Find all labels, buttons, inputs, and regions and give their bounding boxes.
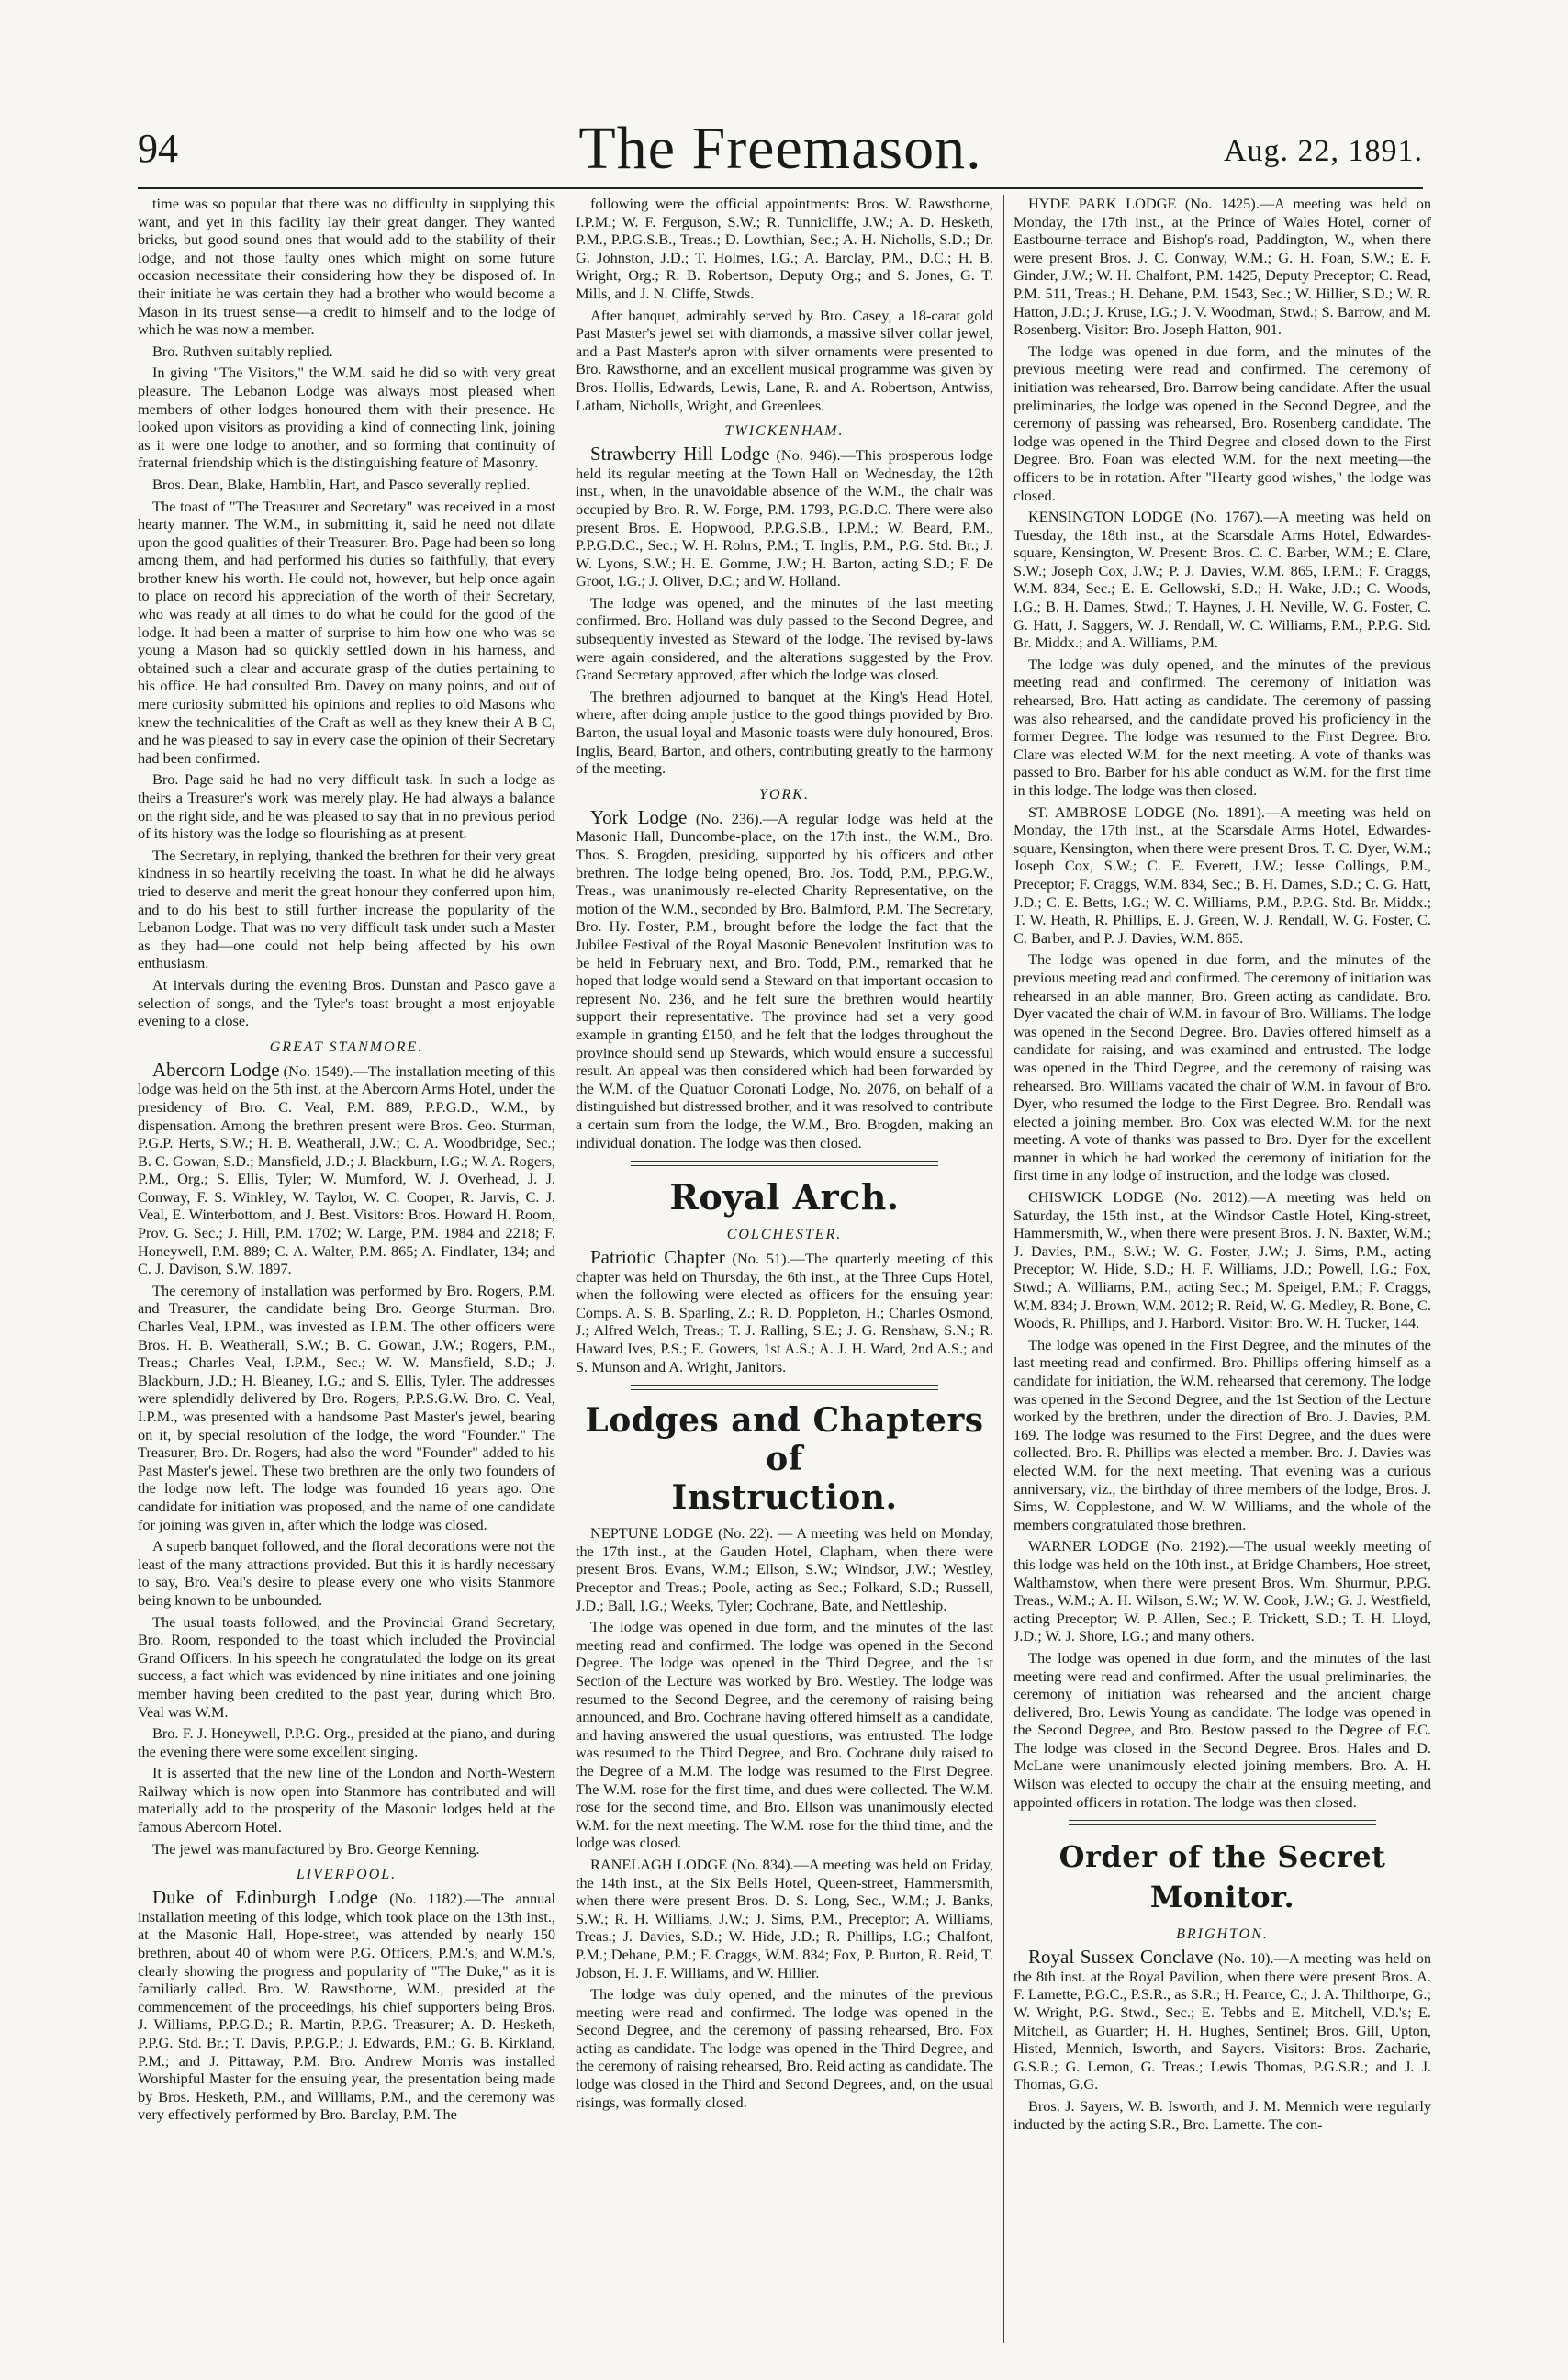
paragraph: The lodge was duly opened, and the minutes of the previous meeting were read and confirmed. The lodge was opened in the Second Degree, and the ceremony of passing rehearsed, Bro. Fox acting as candidate. The lodge was opened in the Third Degree, and the ceremony of raising rehearsed, Bro. Reid acting as candidate. The lodge was closed in the Third and Second Degrees, and, on the usual risings, was formally closed. [576,1985,993,2111]
paragraph: HYDE PARK LODGE (No. 1425).—A meeting was held on Monday, the 17th inst., at the Prince of Wales Hotel, corner of Eastbourne-terrace and Bishop's-road, Paddington, W., when there were present Bros. J. C. Conway, W.M.; G. H. Foan, S.W.; E. F. Ginder, J.W.; W. H. Chalfont, P.M. 1425, Deputy Preceptor; C. Read, P.M. 511, Treas.; H. Dehane, P.M. 1543, Sec.; W. Hillier, S.D.; W. R. Hatton, J.D.; J. Kruse, I.G.; J. V. Woodman, Stwd.; S. Barrow, and M. Rosenberg. Visitor: Bro. Joseph Hatton, 901. [1014,195,1431,339]
lodge-name: Abercorn Lodge [152,1058,280,1081]
column-3 [1014,195,1431,2362]
paragraph: CHISWICK LODGE (No. 2012).—A meeting was held on Saturday, the 15th inst., at the Windsor Castle Hotel, King-street, Hammersmith, W., when there were present Bros. J. N. Baxter, W.M.; J. Davies, P.M., S.W.; W. G. Foster, J.W.; J. Sims, P.M., acting Preceptor; W. Hide, S.D.; H. F. Williams, J.D.; Powell, I.G.; Fox, Stwd.; A. Williams, P.M., acting Sec.; M. Speigel, P.M.; F. Craggs, W.M. 834; J. Brown, W.M. 2012; R. Reid, W. G. Medley, R. Bone, C. Woods, R. Phillips, and J. Harbord. Visitor: Bro. W. H. Tucker, 144. [1014,1188,1431,1332]
paragraph: Bros. J. Sayers, W. B. Isworth, and J. M. Mennich were regularly inducted by the acting S.R., Bro. Lamette. The con- [1014,2097,1431,2133]
section-rule [631,1165,938,1166]
paragraph: In giving "The Visitors," the W.M. said he did so with very great pleasure. The Lebanon Lodge was always most pleased when members of other lodges honoured them with their presence. He looked upon visitors as providing a kind of connecting link, joining as it were one lodge to another, and so forming that continuity of fraternal friendship which is the distinguishing feature of Masonry. [138,364,555,472]
lodge-report [1014,1948,1431,2094]
location-heading: LIVERPOOL. [296,1867,398,1883]
lodge-report-text: (No. 946).—This prosperous lodge held its regular meeting at the Town Hall on Wednesday, the 12th inst., when, in the unavoidable absence of the W.M., the chair was occupied by Bro. R. W. Forge, P.M. 1793, P.G.D.C. There were also present Bros. E. Hopwood, P.P.G.S.B., I.P.M.; W. Beard, P.M., P.P.G.D.C., Sec.; W. H. Rohrs, P.M.; T. Inglis, P.M., P.G. Std. Br.; J. W. Lyons, S.W.; H. E. Gomme, J.W.; H. Barton, acting S.D.; F. De Groot, I.G.; J. Oliver, D.C.; and W. Holland. [576,446,993,590]
column-2 [576,195,993,2362]
lodge-report [138,1058,555,1278]
section-heading-secret-monitor: Order of the Secret Monitor. [1058,1839,1386,1915]
columns [138,195,1432,2362]
section-rule [631,1161,938,1162]
section-heading-line: Lodges and Chapters of [585,1401,984,1479]
lodge-report-text: (No. 236).—A regular lodge was held at the Masonic Hall, Duncombe-place, on the 17th inst., the W.M., Bro. Thos. S. Brogden, presiding, supported by his officers and other brethren. The lodge being opened, Bro. Jos. Todd, P.M., P.P.G.W., Treas., was unanimously re-elected Charity Representative, on the motion of the W.M., seconded by Bro. Balmford, P.M. The Secretary, Bro. Hy. Foster, P.M., brought before the lodge the fact that the Jubilee Festival of the Royal Masonic Benevolent Institution was to be held in February next, and Bro. Todd, P.M., remarked that he hoped that lodge would send a Steward on that important occasion to represent No. 236, and he felt sure the brethren would heartily support their representative. The province had set a very good example in granting £150, and he felt that the lodges throughout the province should send up Stewards, which would ensure a successful result. An appeal was then considered which had been forwarded by the W.M. of the Quatuor Coronati Lodge, No. 2076, on behalf of a distinguished but distressed brother, and it was resolved to contribute a certain sum from the lodge, the W.M., Bro. Brogden, making an individual donation. The lodge was then closed. [576,809,993,1151]
paragraph: The lodge was opened, and the minutes of the last meeting confirmed. Bro. Holland was duly passed to the Second Degree, and subsequently invested as Steward of the lodge. The revised by-laws were again considered, and the alterations suggested by the Prov. Grand Secretary approved, after which the lodge was closed. [576,593,993,684]
paragraph: The lodge was duly opened, and the minutes of the previous meeting read and confirmed. The ceremony of initiation was rehearsed, Bro. Hatt acting as candidate. The ceremony of passing was also rehearsed, and the candidate proved his proficiency in the former Degree. The lodge was resumed to the First Degree. Bro. Clare was elected W.M. for the next meeting. A vote of thanks was passed to Bro. Barber for his able conduct as W.M. for the first time in this lodge. The lodge was then closed. [1014,655,1431,799]
paragraph: The toast of "The Treasurer and Secretary" was received in a most hearty manner. The W.M., in submitting it, said he need not dilate upon the good qualities of their Treasurer. Bro. Page had been so long among them, and had performed his duties so faithfully, that every brother knew his worth. He could not, however, but help once again to place on record his appreciation of the worth of their Secretary, who was ready at all times to do what he could for the good of the lodge. It had been a matter of surprise to him how one who was so young a Mason had so quickly settled down in his harness, and obtained such a clear and accurate grasp of the duties pertaining to his office. He had consulted Bro. Davey on many points, and out of mere curiosity submitted his opinions and replies to old Masons who knew the technicalities of the Craft as well as they knew their A B C, and he was pleased to say in every case the opinion of their Secretary had been confirmed. [138,497,555,767]
paragraph: The lodge was opened in due form, and the minutes of the last meeting were read and confirmed. After the usual preliminaries, the ceremony of initiation was rehearsed and the ancient charge delivered, Bro. Lewis Young as candidate. The lodge was opened in the Second Degree, and Bro. Bestow passed to the Degree of F.C. The lodge was closed in the Second Degree. Bros. Hales and D. McLane were unanimously elected joining members. Bro. A. H. Wilson was elected to occupy the chair at the ensuing meeting, and appointed officers in rotation. The lodge was then closed. [1014,1648,1431,1811]
lodge-name: Patriotic Chapter [590,1246,725,1269]
paragraph: After banquet, admirably served by Bro. Casey, a 18-carat gold Past Master's jewel set with diamonds, a massive silver collar jewel, and a Past Master's apron with silver ornaments were presented to Bro. Rawsthorne, and an excellent musical programme was given by Bros. Hollis, Edwards, Lewis, Lane, R. and A. Robertson, Antwiss, Latham, Nicholls, Wright, and Greenlees. [576,306,993,414]
paragraph: At intervals during the evening Bros. Dunstan and Pasco gave a selection of songs, and the Tyler's toast brought a most enjoyable evening to a close. [138,975,555,1030]
location-heading: TWICKENHAM. [724,423,845,440]
paragraph: time was so popular that there was no difficulty in supplying this want, and yet in this facility lay their great danger. They wanted bricks, but good sound ones that would add to the stability of their lodge, and not those faulty ones which might on some future occasion necessitate their considering how they be disposed of. In their initiate he was certain they had a brother who would become a Mason in its truest sense—a credit to himself and to the lodge of which he was now a member. [138,195,555,339]
section-heading-lodges-of-instruction [576,1401,993,1517]
paragraph: The ceremony of installation was performed by Bro. Rogers, P.M. and Treasurer, the candidate being Bro. George Sturman. Bro. Charles Veal, I.P.M., was invested as I.P.M. The other officers were Bros. H. B. Weatherall, S.W.; B. C. Gowan, J.W.; Rogers, P.M., Treas.; Charles Veal, I.P.M., Sec.; W. W. Mansfield, S.D.; J. Blackburn, J.D.; H. Bleaney, I.G.; and S. Ellis, Tyler. The addresses were splendidly delivered by Bro. Rogers, P.P.S.G.W. Bro. C. Veal, I.P.M., was presented with a handsome Past Master's jewel, bearing on it, by special resolution of the lodge, the word "Founder." The Treasurer, Bro. Dr. Rogers, had also the word "Founder" added to his Past Master's jewel. These two brethren are the only two founders of the lodge now left. The lodge was founded 16 years ago. One candidate for initiation was proposed, and the name of one candidate for joining was given in, after which the lodge was closed. [138,1281,555,1533]
lodge-name: Duke of Edinburgh Lodge [152,1886,378,1909]
section-rule [631,1385,938,1386]
paragraph: Bros. Dean, Blake, Hamblin, Hart, and Pasco severally replied. [152,475,531,493]
paragraph: The usual toasts followed, and the Provincial Grand Secretary, Bro. Room, responded to the toast which included the Provincial Grand Officers. In his speech he congratulated the lodge on its great success, a fact which was evidenced by nine initiates and one joining member having been credited to the past year, during which Bro. Veal was W.M. [138,1612,555,1721]
lodge-name: York Lodge [590,805,688,828]
location-heading: YORK. [759,786,810,803]
location-heading: GREAT STANMORE. [269,1038,424,1055]
location-heading: BRIGHTON. [1176,1926,1269,1943]
section-rule [631,1389,938,1390]
lodge-report [576,445,993,590]
paragraph: Bro. Ruthven suitably replied. [152,342,333,360]
paragraph: following were the official appointments: Bros. W. Rawsthorne, I.P.M.; W. F. Ferguson, S.W.; R. Tunnicliffe, J.W.; A. D. Hesketh, P.M., P.P.G.S.B., Treas.; D. Lowthian, Sec.; A. H. Nicholls, S.D.; Dr. G. Johnston, J.D.; T. Holmes, I.G.; A. Barclay, P.M., D.C.; H. B. Wright, Org.; R. B. Robertson, Deputy Org.; and S. Jones, G. T. Mills, and J. N. Cliffe, Stwds. [576,195,993,302]
lodge-report-text: (No. 1182).—The annual installation meeting of this lodge, which took place on the 13th inst., at the Masonic Hall, Hope-street, was attended by nearly 150 brethren, about 40 of whom were P.G. Officers, P.M.'s, and W.M.'s, clearly showing the progress and popularity of "The Duke," as it is familiarly called. Bro. W. Rawsthorne, W.M., presided at the commencement of the proceedings, his chief supporters being Bros. J. Williams, P.P.G.D.; R. Martin, P.P.G. Treasurer; A. D. Hesketh, P.P.G. Std. Br.; T. Davis, P.P.G.P.; J. Edwards, P.M.; G. B. Kirkland, P.M.; and J. Pittaway, P.M. Bro. Andrew Morris was installed Worshipful Master for the ensuing year, the presentation being made by Bros. Hesketh, P.M., and Williams, P.M., and the ceremony was very effectively performed by Bro. Barclay, P.M. The [138,1890,555,2124]
paragraph: NEPTUNE LODGE (No. 22). — A meeting was held on Monday, the 17th inst., at the Gauden Hotel, Clapham, when there were present Bros. Evans, W.M.; Ellson, S.W.; Windsor, J.W.; Westley, Preceptor and Treas.; Poole, acting as Sec.; Folkard, S.D.; Russell, J.D.; Ball, I.G.; Weeks, Tyler; Cochrane, Bate, and Nettleship. [576,1524,993,1614]
newspaper-title: The Freemason. [578,115,982,182]
masthead [138,114,1423,185]
paragraph: The lodge was opened in due form, and the minutes of the previous meeting were read and confirmed. The ceremony of initiation was rehearsed, Bro. Barrow being candidate. After the usual preliminaries, the lodge was opened in the Second Degree, and the ceremony of passing was rehearsed, Bro. Rosenberg candidate. The lodge was opened in the Third Degree and closed down to the First Degree. Bro. Foan was elected W.M. for the next meeting—the officers to be in rotation. After "Hearty good wishes," the lodge was closed. [1014,342,1431,504]
issue-date: Aug. 22, 1891. [1223,134,1423,168]
location-heading: COLCHESTER. [726,1227,843,1243]
paragraph: The lodge was opened in the First Degree, and the minutes of the last meeting read and confirmed. Bro. Phillips offering himself as a candidate for initiation, the W.M. rehearsed that ceremony. The lodge was opened in the Second Degree, and the 1st Section of the Lecture worked by the brethren, under the direction of Bro. J. Davies, P.M. 169. The lodge was resumed to the First Degree, and the dues were collected. Bro. R. Phillips was elected a member. Bro. J. Davies was elected W.M. for the next meeting. That evening was a curious anniversary, viz., the birthday of three members of the lodge, Bros. J. Sims, W. Copplestone, and W. W. Williams, and the whole of the members congratulated those brethren. [1014,1335,1431,1533]
lodge-report [138,1886,555,2124]
lodge-name: Royal Sussex Conclave [1028,1946,1214,1969]
paragraph: WARNER LODGE (No. 2192).—The usual weekly meeting of this lodge was held on the 10th inst., at Bridge Chambers, Hoe-street, Walthamstow, when there were present Bros. Wm. Shurmur, P.P.G. Treas., W.M.; A. H. Wilson, S.W.; W. W. Cook, J.W.; G. J. Westfield, acting Preceptor; W. P. Allen, Sec.; P. Trickett, S.D.; T. H. Lloyd, J.D.; W. J. Shore, I.G.; and many others. [1014,1537,1431,1645]
lodge-report-text: (No. 1549).—The installation meeting of this lodge was held on the 5th inst. at the Abercorn Arms Hotel, under the presidency of Bro. C. Veal, P.M. 889, P.P.G.D., W.M., by dispensation. Among the brethren present were Bros. Geo. Sturman, P.G.P. Herts, S.W.; H. B. Weatherall, J.W.; C. A. Woodbridge, Sec.; B. C. Gowan, S.D.; Mansfield, J.D.; J. Blackburn, I.G.; W. A. Rogers, P.M., Org.; S. Ellis, Tyler; W. Mumford, W. J. Overhead, J. J. Conway, F. S. Winkley, W. Taylor, W. C. Cooper, R. Jarvis, C. J. Veal, E. Winterbottom, and J. Best. Visitors: Bros. Howard H. Room, Prov. G. Sec.; J. Hill, P.M. 1702; W. Large, P.M. 1984 and 2218; F. Honeywell, P.M. 889; C. A. Walter, P.M. 865; A. Findlater, 134; and C. J. Davison, S.W. 1897. [138,1061,555,1278]
paragraph: RANELAGH LODGE (No. 834).—A meeting was held on Friday, the 14th inst., at the Six Bells Hotel, Queen-street, Hammersmith, when there were present Bros. D. S. Long, Sec., W.M.; J. Banks, S.W.; R. H. Williams, J.W.; J. Sims, P.M., Preceptor; A. Williams, Treas.; J. Davies, S.D.; W. Hide, J.D.; R. Phillips, I.G.; Chalfont, P.M.; Dehane, P.M.; F. Craggs, W.M. 834; Fox, P. Burton, R. Reid, T. Jobson, H. J. F. Williams, and W. Hillier. [576,1855,993,1981]
paragraph: The jewel was manufactured by Bro. George Kenning. [152,1839,480,1858]
column-divider [1003,195,1004,2343]
lodge-report [576,1246,993,1375]
paragraph: Bro. Page said he had no very difficult task. In such a lodge as theirs a Treasurer's work was merely play. He had always a balance on the right side, and he was pleased to say that in no previous period of its history was the lodge so flourishing as at present. [138,770,555,843]
page-number: 94 [138,126,178,171]
section-rule [1069,1820,1376,1821]
lodge-report [576,805,993,1151]
section-heading-line: Instruction. [671,1478,898,1518]
masthead-rule [138,187,1423,189]
paragraph: The lodge was opened in due form, and the minutes of the previous meeting read and confirmed. The ceremony of initiation was rehearsed in an able manner, Bro. Green acting as candidate. Bro. Dyer vacated the chair of W.M. in favour of Bro. Williams. The lodge was opened in the Second Degree. Bro. Davies offered himself as a candidate for raising, and was examined and entrusted. The lodge was opened in the Third Degree, and the ceremony of raising was rehearsed. Bro. Williams vacated the chair of W.M. in favour of Bro. Dyer, who resumed the lodge to the First Degree. Bro. Rendall was elected a joining member. Bro. Cox was elected W.M. for the next meeting. A vote of thanks was passed to Bro. Dyer for the excellent manner in which he had worked the ceremony of initiation for the first time in any lodge of instruction, and the lodge was closed. [1014,950,1431,1184]
lodge-report-text: (No. 10).—A meeting was held on the 8th inst. at the Royal Pavilion, when there were present Bros. A. F. Lamette, P.G.C., P.S.R., as S.R.; H. Pearce, C.; J. A. Thilthorpe, G.; W. Wright, P.G. Stwd., Sec.; E. Tebbs and E. Mitchell, V.D.'s; E. Mitchell, as Guarder; H. H. Hughes, Sentinel; Bros. Gill, Upton, Histed, Mennich, Isworth, and Sayers. Visitors: Bros. Zacharie, G.S.R.; G. Lemon, G. Treas.; Lewis Thomas, P.G.S.R.; and J. J. Thomas, G.G. [1014,1949,1431,2094]
paragraph: KENSINGTON LODGE (No. 1767).—A meeting was held on Tuesday, the 18th inst., at the Scarsdale Arms Hotel, Edwardes-square, Kensington, W. Present: Bros. C. C. Barber, W.M.; E. Clare, S.W.; Joseph Cox, J.W.; P. J. Davies, W.M. 865, I.P.M.; F. Craggs, W.M. 834, Sec.; E. E. Gellowski, S.D.; H. Wake, J.D.; C. Woods, I.G.; B. H. Dames, Stwd.; T. Haynes, J. H. Neville, W. G. Foster, C. G. Hatt, J. Saggers, W. J. Rendall, W. C. Williams, P.M., P.P.G. Std. Br. Middx.; and A. Williams, P.M. [1014,508,1431,652]
lodge-report-text: (No. 51).—The quarterly meeting of this chapter was held on Thursday, the 6th inst., at the Three Cups Hotel, when the following were elected as officers for the ensuing year: Comps. A. S. B. Sparling, Z.; R. D. Poppleton, H.; Charles Osmond, J.; Alfred Welch, Treas.; T. J. Ralling, S.E.; J. G. Renshaw, S.N.; R. Haward Ives, P.S.; E. Gowers, 1st A.S.; A. J. H. Ward, 2nd A.S.; and S. Munson and A. Wright, Janitors. [576,1250,993,1375]
paragraph: The brethren adjourned to banquet at the King's Head Hotel, where, after doing ample justice to the good things provided by Bro. Barton, the usual loyal and Masonic toasts were duly honoured, Bros. Inglis, Beard, Barton, and others, contributing greatly to the harmony of the meeting. [576,687,993,778]
paragraph: The Secretary, in replying, thanked the brethren for their very great kindness in so heartily receiving the toast. In what he did he always tried to deserve and merit the great honour they conferred upon him, and to do his best to still further increase the popularity of the Lebanon Lodge. That was no very difficult task under such a Master as they had—one could not help being affected by his own enthusiasm. [138,846,555,972]
paragraph: ST. AMBROSE LODGE (No. 1891).—A meeting was held on Monday, the 17th inst., at the Scarsdale Arms Hotel, Edwardes-square, Kensington, when there were present Bros. T. C. Dyer, W.M.; Joseph Cox, S.W.; C. E. Everett, J.W.; Jesse Collings, P.M., Preceptor; F. Craggs, W.M. 834, Sec.; B. H. Dames, S.D.; C. G. Hatt, J.D.; C. E. Betts, I.G.; W. C. Williams, P.M., P.P.G. Std. Br. Middx.; T. W. Heath, R. Phillips, E. J. Green, W. J. Rendall, W. G. Foster, C. C. Barber, and P. J. Davies, W.M. 865. [1014,803,1431,947]
paragraph: Bro. F. J. Honeywell, P.P.G. Org., presided at the piano, and during the evening there were some excellent singing. [138,1724,555,1760]
paragraph: It is asserted that the new line of the London and North-Western Railway which is now open into Stanmore has contributed and will materially add to the prosperity of the Masonic lodges held at the famous Abercorn Hotel. [138,1764,555,1836]
lodge-name: Strawberry Hill Lodge [590,443,770,466]
section-rule [1069,1824,1376,1825]
paragraph: A superb banquet followed, and the floral decorations were not the least of the many attractions provided. But this it is hardly necessary to say, Bro. Veal's desire to please every one who visits Stanmore being known to be unbounded. [138,1537,555,1609]
column-1 [138,195,555,2362]
section-heading-royal-arch: Royal Arch. [669,1176,900,1218]
paragraph: The lodge was opened in due form, and the minutes of the last meeting read and confirmed. The lodge was opened in the Second Degree. The lodge was opened in the Third Degree, and the 1st Section of the Lecture was worked by Bro. Westley. The lodge was resumed to the Second Degree, and the ceremony of raising being announced, and Bro. Cochrane having offered himself as a candidate, and having answered the usual questions, was entrusted. The lodge was resumed to the Third Degree, and Bro. Cochrane duly raised to the Degree of a M.M. The lodge was resumed to the First Degree. The W.M. rose for the first time, and dues were collected. The W.M. rose for the second time, and Bro. Ellson was unanimously elected W.M. for the next meeting. The W.M. rose for the third time, and the lodge was closed. [576,1618,993,1852]
